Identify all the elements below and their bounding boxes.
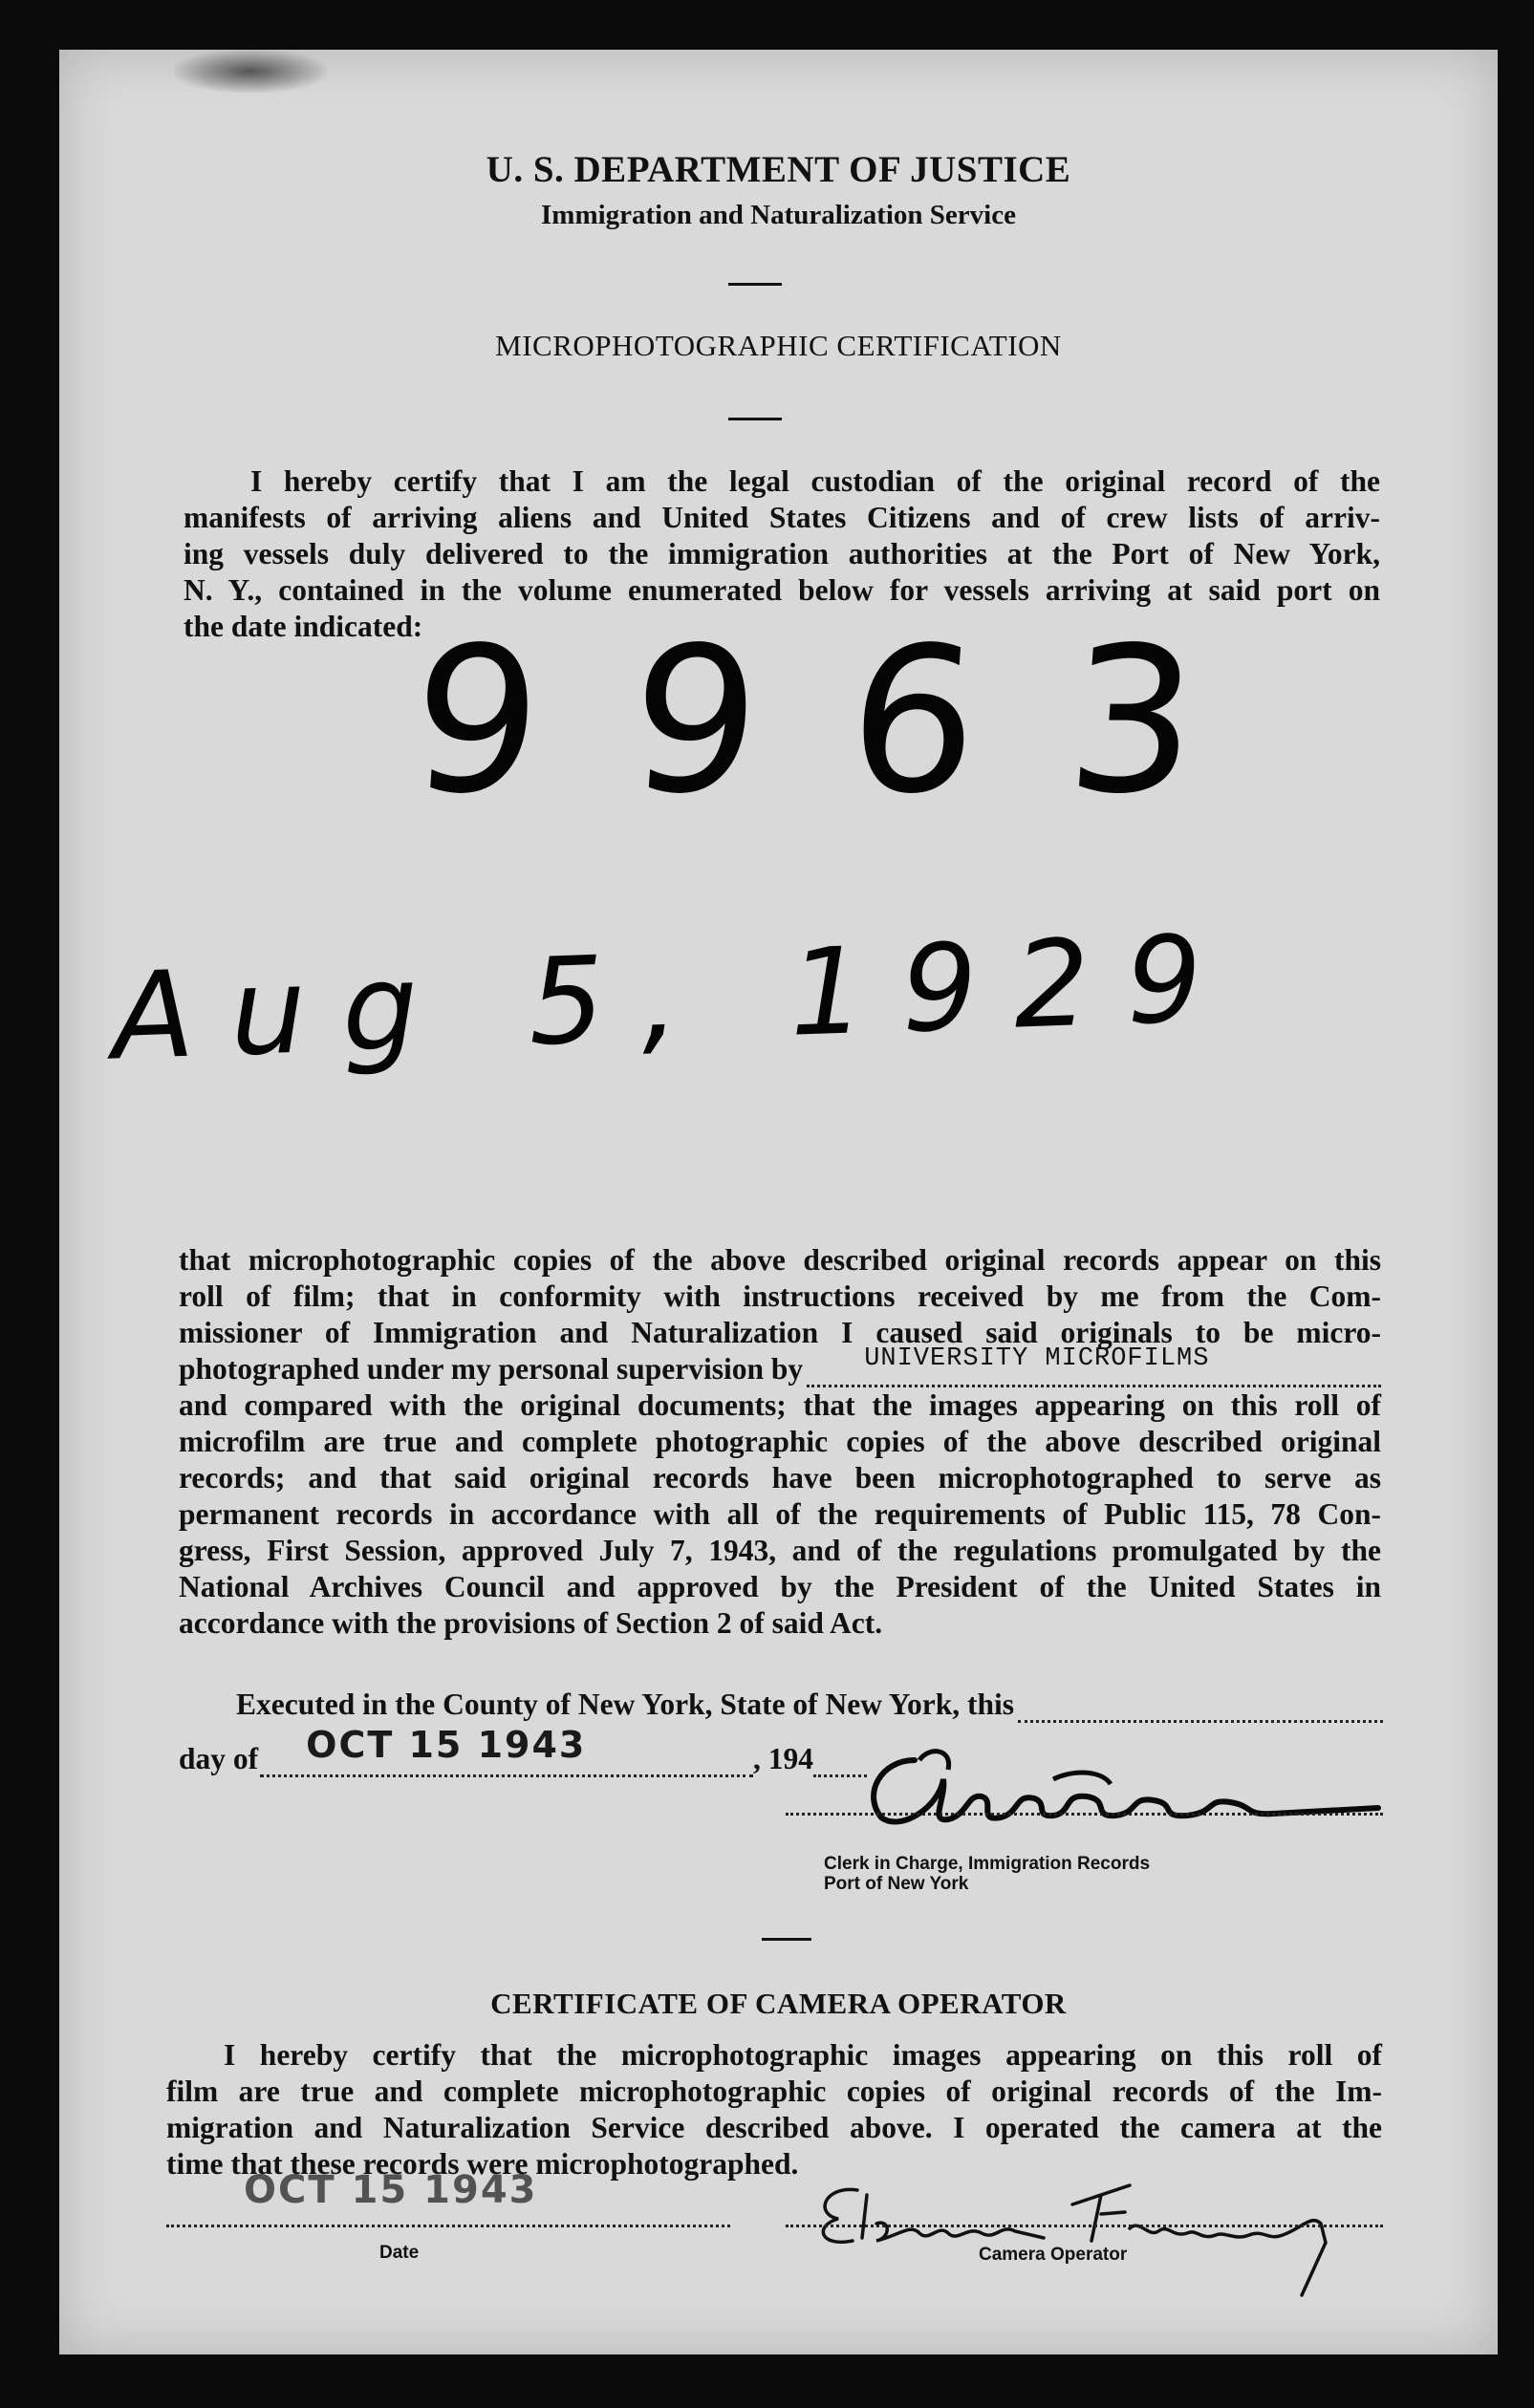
body-line-text: photographed under my personal supervision by [179,1352,804,1386]
body-line: microfilm are true and complete photographic copies of the above described original [179,1425,1381,1458]
date-label: Date [379,2243,420,2263]
camera-operator-label: Camera Operator [979,2245,1128,2265]
camera-date-stamp: OCT 15 1943 [244,2168,538,2212]
clerk-title-line: Port of New York [824,1874,969,1894]
camera-line: film are true and complete microphotographic copies of original records of the Im- [166,2075,1382,2108]
clerk-title-line: Clerk in Charge, Immigration Records [824,1854,1151,1874]
film-smudge [174,50,327,93]
body-line: gress, First Session, approved July 7, 1943, and of the regulations promulgated by the [179,1534,1381,1567]
service-heading: Immigration and Naturalization Service [541,200,1016,230]
operator-company-blank [807,1344,1381,1387]
day-of-line [179,1724,867,1777]
executed-date-stamp: OCT 15 1943 [306,1724,587,1766]
day-of-label: day of [179,1742,259,1775]
camera-certificate-title: CERTIFICATE OF CAMERA OPERATOR [490,1987,1067,2020]
camera-operator-signature-line [786,2225,1383,2227]
executed-row [236,1687,1383,1723]
executed-line [236,1687,1383,1723]
body-line-with-blank [179,1344,1381,1387]
department-heading: U. S. DEPARTMENT OF JUSTICE [486,149,1071,190]
day-of-blank [260,1724,753,1777]
clerk-signature [824,1741,1397,1846]
intro-line: ing vessels duly delivered to the immigration authorities at the Port of New York, [184,537,1380,570]
body-line: records; and that said original records have been microphotographed to serve as [179,1461,1381,1494]
year-prefix: , 194 [753,1742,813,1775]
camera-paragraph [166,2037,1382,2182]
certificate-page [59,50,1498,2354]
body-line: and compared with the original documents; that the images appearing on this roll of [179,1388,1381,1422]
handwritten-volume-number: 9963 [404,604,1296,838]
handwritten-arrival-date: Aug 5, 1929 [109,909,1242,1087]
camera-line: time that these records were microphotographed. [166,2147,799,2181]
executed-text: Executed in the County of New York, State of New York, this [236,1688,1015,1721]
clerk-signature-line [786,1813,1383,1816]
intro-line: manifests of arriving aliens and United States Citizens and of crew lists of arriv- [184,501,1380,534]
header-divider [728,283,782,286]
camera-line: migration and Naturalization Service described above. I operated the camera at the [166,2111,1382,2144]
camera-divider [762,1938,811,1941]
clerk-title [824,1854,1150,1894]
body-line: roll of film; that in conformity with instructions received by me from the Com- [179,1279,1381,1313]
intro-line: I hereby certify that I am the legal custodian of the original record of the [250,464,1380,498]
executed-day-blank [1018,1693,1383,1723]
certification-title: MICROPHOTOGRAPHIC CERTIFICATION [495,329,1062,362]
body-line: permanent records in accordance with all of the requirements of Public 115, 78 Con- [179,1497,1381,1531]
title-divider [728,418,782,420]
typed-company-name: UNIVERSITY MICROFILMS [864,1344,1210,1373]
day-of-row [179,1724,867,1777]
body-paragraph [179,1242,1381,1642]
intro-line: N. Y., contained in the volume enumerated below for vessels arriving at said port on [184,573,1380,607]
body-line: National Archives Council and approved by the President of the United States in [179,1570,1381,1603]
camera-line: I hereby certify that the microphotographic images appearing on this roll of [224,2038,1382,2072]
body-line: that microphotographic copies of the above described original records appear on this [179,1243,1381,1277]
intro-line: the date indicated: [184,610,423,643]
date-line [166,2225,730,2227]
camera-operator-signature [786,2166,1397,2300]
body-line: missioner of Immigration and Naturalization I caused said originals to be micro- [179,1316,1381,1349]
body-line: accordance with the provisions of Section 2 of said Act. [179,1606,883,1640]
